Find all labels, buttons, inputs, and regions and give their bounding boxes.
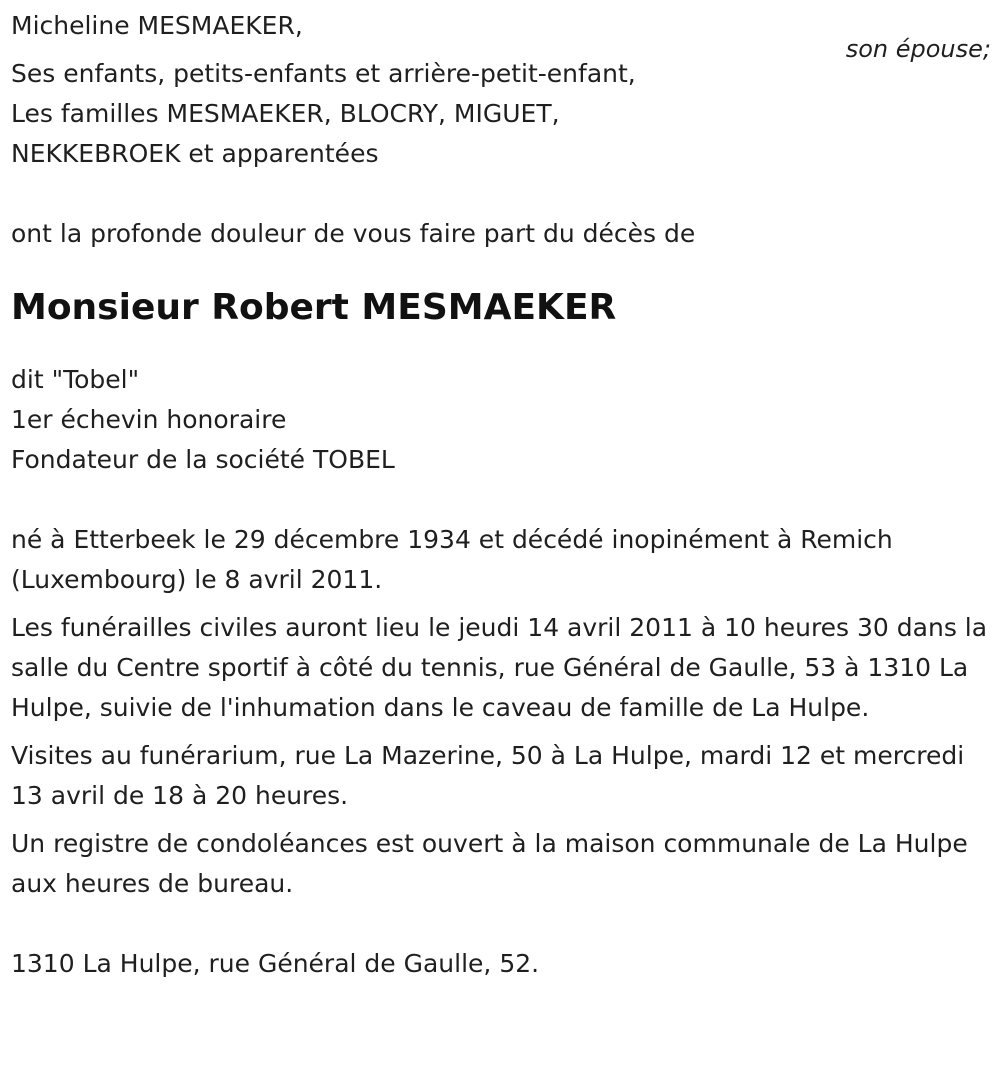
family-list [11, 54, 991, 174]
family-line: Ses enfants, petits-enfants et arrière-petit-enfant, [11, 59, 636, 88]
deceased-name: Monsieur Robert MESMAEKER [11, 287, 617, 328]
obituary-notice [11, 6, 991, 984]
spouse-row [11, 6, 991, 63]
family-line: NEKKEBROEK et apparentées [11, 139, 379, 168]
deceased-titles [11, 360, 991, 480]
birth-death-paragraph: né à Etterbeek le 29 décembre 1934 et décédé inopinément à Remich (Luxembourg) le 8 avril 2011. [11, 525, 893, 594]
address-line: 1310 La Hulpe, rue Général de Gaulle, 52. [11, 949, 540, 978]
deceased-title: Fondateur de la société TOBEL [11, 445, 395, 474]
announcement-text: ont la profonde douleur de vous faire part du décès de [11, 219, 696, 248]
spouse-role: son épouse; [845, 35, 991, 63]
visits-paragraph: Visites au funérarium, rue La Mazerine, 50 à La Hulpe, mardi 12 et mercredi 13 avril de 18 à 20 heures. [11, 741, 965, 810]
deceased-title: dit "Tobel" [11, 365, 140, 394]
family-line: Les familles MESMAEKER, BLOCRY, MIGUET, [11, 99, 560, 128]
condolences-paragraph: Un registre de condoléances est ouvert à la maison communale de La Hulpe aux heures de bureau. [11, 829, 968, 898]
deceased-title: 1er échevin honoraire [11, 405, 287, 434]
spouse-name: Micheline MESMAEKER, [11, 11, 303, 40]
funeral-paragraph: Les funérailles civiles auront lieu le jeudi 14 avril 2011 à 10 heures 30 dans la salle du Centre sportif à côté du tennis, rue Général de Gaulle, 53 à 1310 La Hulpe, suivie de l'inhumation dans le caveau de famille de La Hulpe. [11, 613, 988, 722]
